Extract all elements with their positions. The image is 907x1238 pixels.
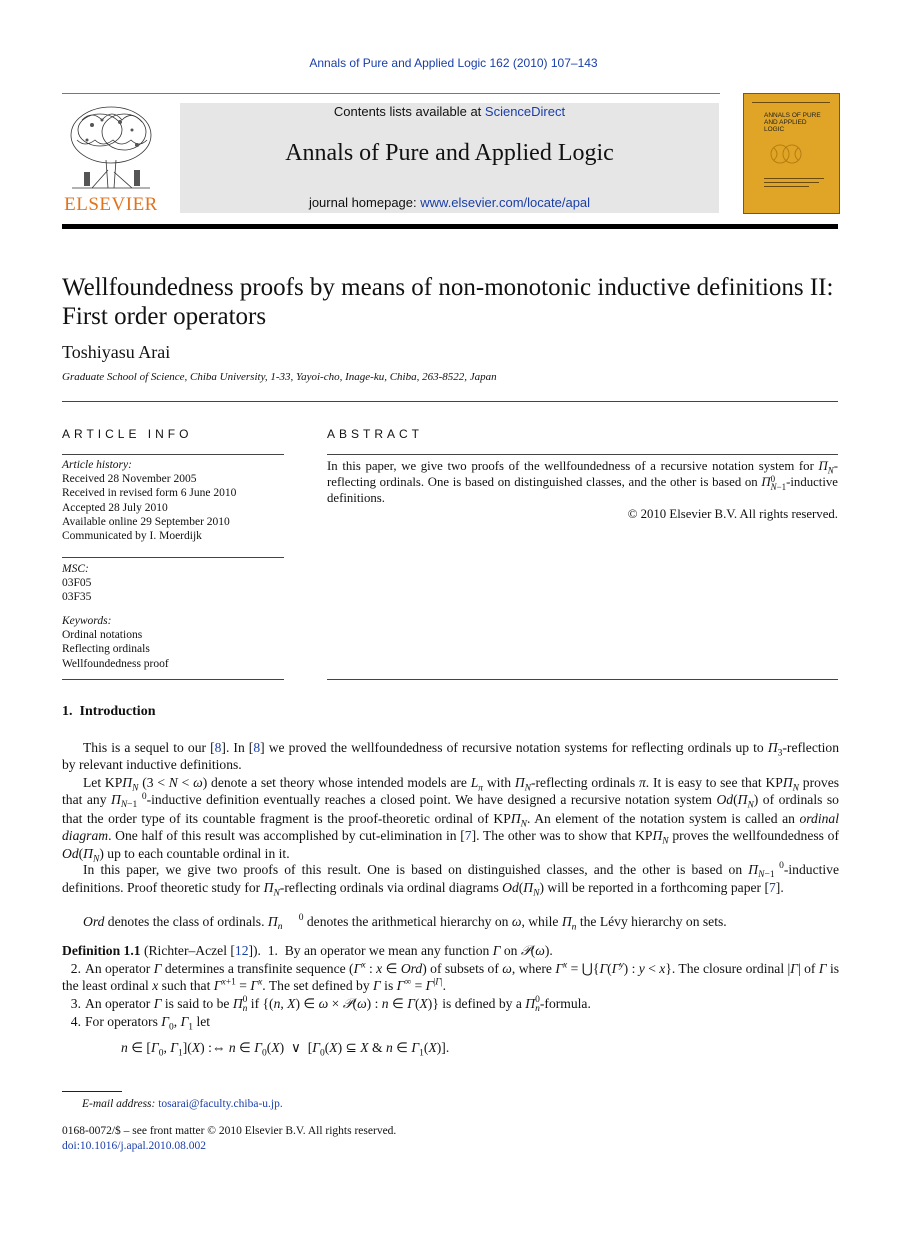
author-affiliation: Graduate School of Science, Chiba University, 1-33, Yayoi-cho, Inage-ku, Chiba, 263-8522, Japan — [62, 371, 497, 383]
footnote-rule — [62, 1091, 122, 1092]
issn-line: 0168-0072/$ – see front matter © 2010 Elsevier B.V. All rights reserved. — [62, 1125, 397, 1137]
citation-link[interactable]: 8 — [253, 740, 261, 755]
article-history — [62, 458, 236, 543]
publisher-name: ELSEVIER — [64, 194, 158, 215]
journal-name: Annals of Pure and Applied Logic — [285, 140, 614, 166]
history-label: Article history: — [62, 459, 132, 471]
citation-link[interactable]: 7 — [769, 880, 776, 896]
paragraph: Ord denotes the class of ordinals. Π 0 n denotes the arithmetical hierarchy on ω, while $\Pi_n$ the Lévy hierarchy on sets. — [83, 913, 727, 933]
cover-rule — [764, 186, 809, 187]
author-name[interactable]: Toshiyasu Arai — [62, 342, 171, 362]
citation-link[interactable]: 7 — [464, 828, 472, 844]
msc-codes — [62, 562, 91, 605]
divider — [327, 454, 838, 455]
definition-label: Definition 1.1 — [62, 943, 141, 958]
email-link[interactable]: tosarai@faculty.chiba-u.jp. — [158, 1098, 283, 1110]
msc-label: MSC: — [62, 563, 89, 575]
history-item: Accepted 28 July 2010 — [62, 501, 168, 514]
history-item: Received in revised form 6 June 2010 — [62, 487, 237, 500]
keyword-item: Reflecting ordinals — [62, 643, 150, 656]
journal-cover[interactable] — [743, 93, 840, 214]
divider — [62, 679, 284, 680]
abstract-copyright: © 2010 Elsevier B.V. All rights reserved. — [627, 507, 838, 521]
journal-citation[interactable]: Annals of Pure and Applied Logic 162 (2010) 107–143 — [309, 56, 598, 70]
divider — [62, 454, 284, 455]
display-formula: n ∈ [$\Gamma_0$, $\Gamma_1](X)$ :⇔ n ∈ $\Gamma_0(X)$ ∨ [$\Gamma_0(X)$ ⊆ X & n ∈ $\Gamma_1(X)$]. — [121, 1040, 450, 1059]
header-rule — [62, 93, 720, 94]
header-thick-rule — [62, 224, 838, 229]
journal-homepage: journal homepage: www.elsevier.com/locate/apal — [308, 195, 591, 210]
citation-link[interactable]: 12 — [234, 943, 249, 958]
abstract-heading: ABSTRACT — [327, 427, 424, 441]
doi-link[interactable]: doi:10.1016/j.apal.2010.08.002 — [62, 1140, 207, 1152]
sciencedirect-link[interactable]: ScienceDirect — [484, 104, 566, 119]
article-title: Wellfoundedness proofs by means of non-monotonic inductive definitions II: First order operators — [62, 274, 834, 330]
keyword-item: Ordinal notations — [62, 629, 143, 642]
elsevier-logo — [62, 100, 160, 215]
cover-title: ANNALS OF PURE AND APPLIED LOGIC — [764, 112, 821, 133]
definition-item: 2. An operator Γ determines a transfinite sequence ($\Gamma^x$ : x ∈ Ord) of subsets of ω, where $\Gamma^x$ = $⋃\{\Gamma(\Gamma^y)$ : y < x}. The closure ordinal |Γ| of Γ is the least ordinal x such that $\Gamma^{x+1} = \Gamma^x$. The set defined by Γ is $\Gamma^\infty = \Gamma^{|\Gamma|}$. — [62, 960, 840, 994]
footnote-email: E-mail address: tosarai@faculty.chiba-u.jp. — [82, 1098, 283, 1110]
divider — [327, 679, 838, 680]
paragraph: This is a sequel to our [8]. In [8] we proved the wellfoundedness of recursive notation systems for reflecting ordinals up to $\Pi_3$-reflection by relevant inductive definitions. — [62, 740, 840, 773]
keywords — [62, 614, 169, 671]
cover-rule — [752, 102, 830, 103]
keyword-item: Wellfoundedness proof — [62, 657, 169, 670]
keywords-label: Keywords: — [62, 615, 112, 627]
cover-rule — [764, 178, 824, 179]
msc-item: 03F35 — [62, 591, 92, 604]
definition-item: 3. An operator Γ is said to be Π0 n if {(n, X) ∈ ω × 𝒫(ω) : n ∈ Γ(X)} is defined by a Π0 n-formula. — [70, 995, 591, 1014]
history-item: Communicated by I. Moerdijk — [62, 530, 202, 543]
history-item: Received 28 November 2005 — [62, 473, 197, 486]
cover-rule — [764, 182, 819, 183]
contents-line: Contents lists available at ScienceDirect — [333, 104, 566, 119]
divider — [62, 557, 284, 558]
definition-item: 4. For operators $\Gamma_0$, $\Gamma_1$ let — [70, 1014, 211, 1033]
definition: Definition 1.1 (Richter–Aczel [12]). 1. By an operator we mean any function Γ on 𝒫(ω). — [62, 943, 553, 958]
divider — [62, 401, 838, 402]
paragraph: In this paper, we give two proofs of this result. One is based on distinguished classes, and the other is based on Π 0 N−1 -inductive definitions. Proof theoretic study for $\Pi_N$-reflecting ordinals via ordinal diagrams $Od(\Pi_N)$ will be reported in a forthcoming paper [7]. — [62, 861, 839, 900]
history-item: Available online 29 September 2010 — [62, 515, 230, 528]
article-info-heading: ARTICLE INFO — [62, 427, 193, 441]
abstract-text: In this paper, we give two proofs of the wellfoundedness of a recursive notation system for $\Pi_N$-reflecting ordinals. One is based on distinguished classes, and the other is based on Π0 N−1-inductive definitions. — [327, 459, 838, 505]
msc-item: 03F05 — [62, 577, 92, 590]
section-heading: 1. Introduction — [62, 704, 156, 719]
paragraph: Let $KP\Pi_N$ (3 < N < ω) denote a set theory whose intended models are $L_\pi$ with $\Pi_N$-reflecting ordinals π. It is easy to see that $KP\Pi_N$ proves that any Π 0 N−1 -inductive definition eventually reaches a closed point. We have designed a recursive notation system $Od(\Pi_N)$ of ordinals so that the order type of its countable fragment is the proof-theoretic ordinal of $KP\Pi_N$. An element of the notation system is called an ordinal diagram. One half of this result was accomplished by cut-elimination in [7]. The other was to show that $KP\Pi_N$ proves the wellfoundedness of $Od(\Pi_N)$ up to each countable ordinal in it. — [62, 775, 840, 865]
cover-emblem-icon — [766, 138, 806, 170]
citation-link[interactable]: 8 — [214, 740, 222, 755]
homepage-link[interactable]: www.elsevier.com/locate/apal — [420, 195, 591, 210]
